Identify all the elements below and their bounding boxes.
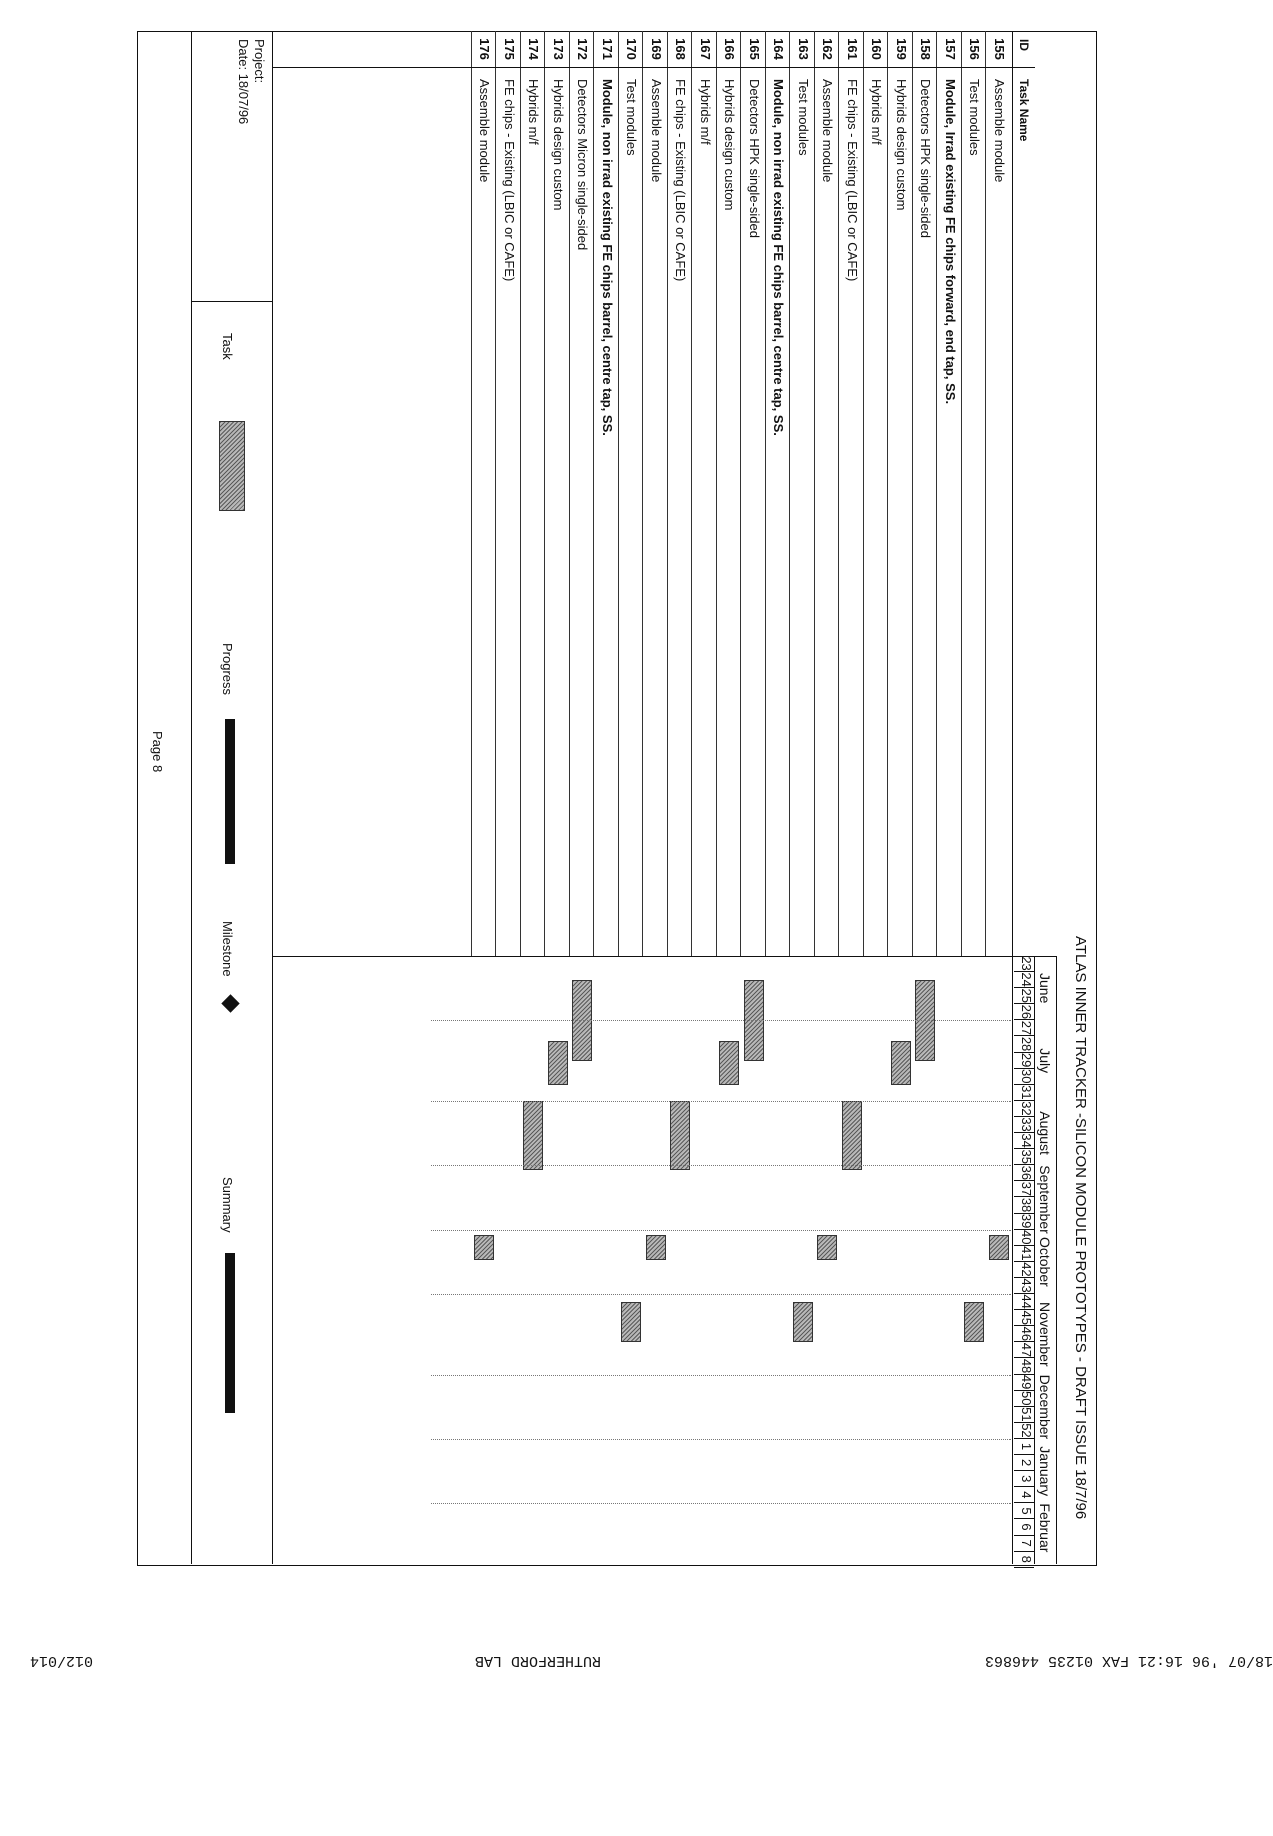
task-name: Detectors Micron single-sided: [575, 79, 591, 251]
task-row: [914, 31, 938, 956]
task-name: Test modules: [796, 79, 811, 156]
chart-column-rule: [273, 956, 1057, 957]
week-number: 4: [1014, 1487, 1034, 1503]
legend-separator: [192, 301, 273, 302]
task-row: [718, 31, 742, 956]
task-row: [963, 31, 987, 956]
week-number: 42: [1014, 1262, 1034, 1278]
task-id: 162: [820, 38, 836, 60]
task-name: Hybrids design custom: [722, 79, 738, 211]
task-bar: [989, 1235, 1009, 1261]
task-id: 163: [796, 38, 811, 60]
summary-bar-icon: [225, 1253, 235, 1413]
task-row: [522, 31, 546, 956]
fax-header-right: 012/014: [30, 1652, 94, 1669]
task-bar: [818, 1235, 838, 1261]
project-label: Project:: [252, 39, 267, 84]
task-bar: [475, 1235, 495, 1261]
task-id: 175: [502, 38, 517, 60]
month-gridline: [431, 1165, 1011, 1166]
month-label: November: [1037, 1302, 1053, 1367]
week-number: 1: [1014, 1439, 1034, 1455]
task-name: Test modules: [624, 79, 640, 156]
week-number: 41: [1014, 1246, 1034, 1262]
month-gridline: [431, 1375, 1011, 1376]
week-number: 6: [1014, 1520, 1034, 1536]
task-row: [767, 31, 791, 956]
id-header: ID: [1017, 39, 1031, 51]
month-label: Februar: [1037, 1503, 1053, 1553]
week-number: 51: [1014, 1407, 1034, 1423]
week-number: 2: [1014, 1455, 1034, 1471]
task-row: [889, 31, 913, 956]
legend-task-swatch: [219, 421, 245, 511]
month-label: December: [1037, 1374, 1053, 1440]
task-bar: [891, 1041, 911, 1084]
task-name: FE chips - Existing (LBIC or CAFE): [845, 79, 860, 282]
task-bar: [524, 1101, 544, 1170]
task-row: [840, 31, 864, 956]
task-id: 164: [771, 38, 787, 60]
week-number: 29: [1014, 1053, 1034, 1069]
task-id: 157: [943, 38, 958, 60]
week-number: 28: [1014, 1037, 1034, 1053]
week-number: 8: [1014, 1552, 1034, 1568]
week-number: 52: [1014, 1423, 1034, 1439]
week-number: 25: [1014, 988, 1034, 1004]
row-divider: [471, 31, 472, 956]
week-number: 47: [1014, 1342, 1034, 1358]
week-number: 26: [1014, 1004, 1034, 1020]
month-label: July: [1037, 1048, 1053, 1074]
fax-header-center: RUTHERFORD LAB: [475, 1652, 602, 1669]
week-number: 50: [1014, 1391, 1034, 1407]
week-number: 27: [1014, 1020, 1034, 1036]
task-name-header: Task Name: [1017, 79, 1031, 142]
task-id: 166: [722, 38, 738, 60]
week-number: 30: [1014, 1069, 1034, 1085]
task-name: Hybrids design custom: [894, 79, 909, 211]
week-number: 36: [1014, 1165, 1034, 1181]
week-number: 32: [1014, 1101, 1034, 1117]
month-gridline: [431, 1294, 1011, 1295]
task-row: [938, 31, 962, 956]
task-name: Assemble module: [820, 79, 836, 183]
project-date: Date: 18/07/96: [236, 39, 251, 125]
task-id: 169: [649, 38, 664, 60]
task-bar: [842, 1101, 862, 1170]
task-id: 156: [967, 38, 983, 60]
task-bar: [622, 1302, 642, 1342]
task-bar: [548, 1041, 568, 1084]
legend-divider: [272, 31, 273, 1564]
task-id: 174: [526, 38, 542, 60]
task-id: 155: [992, 38, 1007, 60]
week-number: 48: [1014, 1359, 1034, 1375]
task-id: 170: [624, 38, 640, 60]
task-bar: [965, 1302, 985, 1342]
task-name: Detectors HPK single-sided: [918, 79, 934, 238]
legend-milestone-label: Milestone: [220, 921, 235, 977]
month-label: September: [1037, 1165, 1053, 1234]
task-row: [620, 31, 644, 956]
task-row: [865, 31, 889, 956]
task-id: 160: [869, 38, 885, 60]
task-row: [571, 31, 595, 956]
task-name: Module, non irrad existing FE chips barrel, centre tap, SS.: [600, 79, 615, 436]
week-number: 5: [1014, 1503, 1034, 1519]
header-rule: [1012, 31, 1013, 1564]
week-number: 46: [1014, 1326, 1034, 1342]
task-row: [987, 31, 1011, 956]
week-number: 3: [1014, 1471, 1034, 1487]
week-number: 35: [1014, 1149, 1034, 1165]
week-number: 39: [1014, 1214, 1034, 1230]
week-number: 38: [1014, 1198, 1034, 1214]
task-row: [791, 31, 815, 956]
legend-divider-2: [191, 31, 192, 1564]
task-name: Module, non irrad existing FE chips barrel, centre tap, SS.: [771, 79, 787, 436]
task-name: Detectors HPK single-sided: [747, 79, 762, 238]
task-bar: [671, 1101, 691, 1170]
month-label: October: [1037, 1236, 1053, 1287]
month-gridline: [431, 1230, 1011, 1231]
legend-progress-swatch: [225, 719, 235, 864]
header-rule: [1034, 956, 1035, 1564]
task-row: [669, 31, 693, 956]
task-name: Hybrids m/f: [698, 79, 713, 145]
page-number: Page 8: [150, 731, 165, 773]
task-row: [816, 31, 840, 956]
week-number: 34: [1014, 1133, 1034, 1149]
task-name: FE chips - Existing (LBIC or CAFE): [502, 79, 517, 282]
task-id: 159: [894, 38, 909, 60]
legend-summary-label: Summary: [220, 1177, 235, 1233]
task-id: 172: [575, 38, 591, 60]
task-id: 161: [845, 38, 860, 60]
task-row: [693, 31, 717, 956]
task-id: 165: [747, 38, 762, 60]
task-row: [546, 31, 570, 956]
month-gridline: [431, 1503, 1011, 1504]
task-id: 158: [918, 38, 934, 60]
task-row: [595, 31, 619, 956]
week-number: 7: [1014, 1536, 1034, 1552]
week-number: 43: [1014, 1278, 1034, 1294]
task-name: Assemble module: [477, 79, 493, 183]
task-bar: [720, 1041, 740, 1084]
month-label: January: [1037, 1446, 1053, 1497]
week-number: 33: [1014, 1117, 1034, 1133]
task-id: 167: [698, 38, 713, 60]
task-name: Hybrids m/f: [526, 79, 542, 145]
month-label: June: [1037, 973, 1053, 1004]
chart-title: ATLAS INNER TRACKER -SILICON MODULE PROTOTYPES - DRAFT ISSUE 18/7/96: [1072, 936, 1089, 1520]
id-column-rule: [273, 67, 1035, 68]
task-name: Assemble module: [992, 79, 1007, 183]
task-name: Hybrids m/f: [869, 79, 885, 145]
task-name: Module, Irrad existing FE chips forward, end tap, SS.: [943, 79, 958, 405]
month-label: August: [1037, 1111, 1053, 1155]
task-name: Hybrids design custom: [551, 79, 566, 211]
task-id: 168: [673, 38, 689, 60]
task-name: Assemble module: [649, 79, 664, 183]
task-name: Test modules: [967, 79, 983, 156]
week-number: 45: [1014, 1310, 1034, 1326]
legend-task-label: Task: [220, 333, 235, 360]
task-bar: [793, 1302, 813, 1342]
legend-progress-label: Progress: [220, 643, 235, 696]
task-id: 173: [551, 38, 566, 60]
task-row: [644, 31, 668, 956]
month-gridline: [431, 1020, 1011, 1021]
week-number: 24: [1014, 972, 1034, 988]
month-gridline: [431, 1439, 1011, 1440]
task-id: 171: [600, 38, 615, 60]
week-number: 37: [1014, 1181, 1034, 1197]
week-number: 23: [1014, 956, 1034, 972]
header-rule: [1056, 956, 1057, 1564]
week-number: 44: [1014, 1294, 1034, 1310]
week-number: 40: [1014, 1230, 1034, 1246]
task-bar: [646, 1235, 666, 1261]
task-row: [742, 31, 766, 956]
gantt-page: [137, 31, 1097, 1566]
task-name: FE chips - Existing (LBIC or CAFE): [673, 79, 689, 282]
task-id: 176: [477, 38, 493, 60]
fax-header-left: 18/07 '96 16:21 FAX 01235 446863: [985, 1652, 1273, 1669]
week-number: 31: [1014, 1085, 1034, 1101]
task-row: [473, 31, 497, 956]
week-number: 49: [1014, 1375, 1034, 1391]
task-row: [497, 31, 521, 956]
month-gridline: [431, 1101, 1011, 1102]
